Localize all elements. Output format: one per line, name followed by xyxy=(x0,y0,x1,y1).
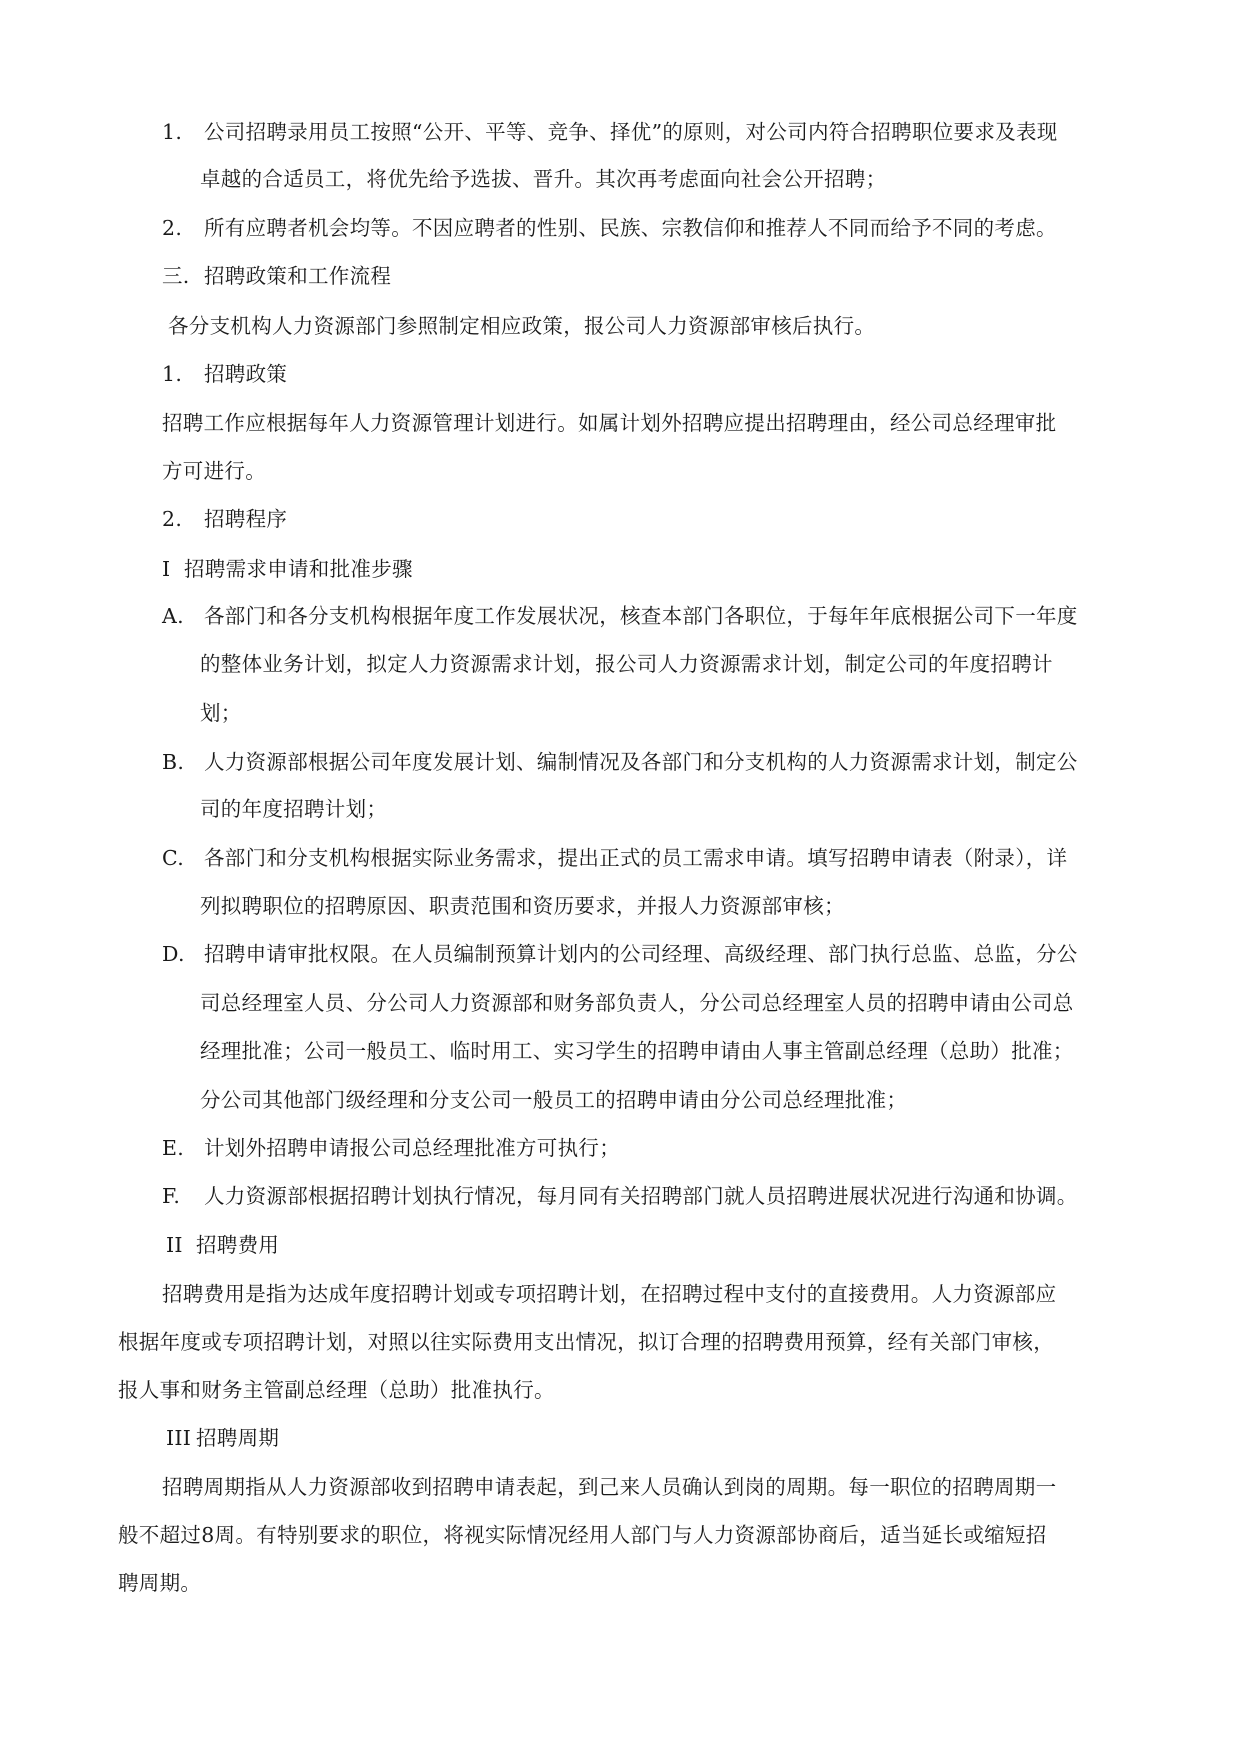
paragraph-line xyxy=(200,699,242,727)
paragraph-text: 人力资源部根据公司年度发展计划、编制情况及各部门和分支机构的人力资源需求计划，制定公 xyxy=(204,750,1078,774)
heading-text: 招聘政策 xyxy=(204,362,288,386)
paragraph-text: 各部门和分支机构根据实际业务需求，提出正式的员工需求申请。填写招聘申请表（附录），详 xyxy=(204,846,1068,870)
paragraph-line xyxy=(162,1473,1056,1501)
paragraph-line xyxy=(200,795,387,823)
list-marker: 1. xyxy=(162,120,183,144)
paragraph-text: 各部门和各分支机构根据年度工作发展状况，核查本部门各职位，于每年年底根据公司下一年度 xyxy=(204,604,1078,628)
list-item xyxy=(162,602,1078,630)
roman-numeral: II xyxy=(166,1233,183,1257)
list-marker: A. xyxy=(162,604,184,628)
paragraph-text: 经理批准；公司一般员工、临时用工、实习学生的招聘申请由人事主管副总经理（总助）批准； xyxy=(200,1039,1074,1063)
paragraph-text: 招聘申请审批权限。在人员编制预算计划内的公司经理、高级经理、部门执行总监、总监，分公 xyxy=(204,942,1078,966)
paragraph-line xyxy=(200,892,845,920)
subsection-heading xyxy=(162,555,413,583)
paragraph-text: 列拟聘职位的招聘原因、职责范围和资历要求，并报人力资源部审核； xyxy=(200,894,845,918)
paragraph-line xyxy=(200,165,886,193)
paragraph-line xyxy=(162,1280,1056,1308)
paragraph-text: 所有应聘者机会均等。不因应聘者的性别、民族、宗教信仰和推荐人不同而给予不同的考虑。 xyxy=(204,216,1057,240)
paragraph-text: 招聘周期指从人力资源部收到招聘申请表起，到己来人员确认到岗的周期。每一职位的招聘周期一 xyxy=(162,1475,1057,1499)
paragraph-line xyxy=(200,989,1074,1017)
heading-text: 招聘程序 xyxy=(204,507,288,531)
subsection-heading xyxy=(162,505,287,533)
paragraph-line xyxy=(118,1376,555,1404)
heading-text: 招聘政策和工作流程 xyxy=(204,264,392,288)
list-marker: 1. xyxy=(162,362,183,386)
list-item xyxy=(162,1182,1078,1210)
paragraph-text: 根据年度或专项招聘计划，对照以往实际费用支出情况，拟订合理的招聘费用预算，经有关部门审核， xyxy=(118,1330,1054,1354)
heading-text: 招聘需求申请和批准步骤 xyxy=(184,557,413,581)
paragraph-text: 公司招聘录用员工按照“公开、平等、竞争、择优”的原则，对公司内符合招聘职位要求及表现 xyxy=(204,120,1058,144)
list-item xyxy=(162,214,1057,242)
paragraph-line xyxy=(200,1086,907,1114)
list-marker: F. xyxy=(162,1184,181,1208)
paragraph-text: 人力资源部根据招聘计划执行情况，每月同有关招聘部门就人员招聘进展状况进行沟通和协调。 xyxy=(204,1184,1078,1208)
roman-numeral: I xyxy=(162,557,171,581)
paragraph-line xyxy=(200,1037,1074,1065)
heading-text: 招聘费用 xyxy=(196,1233,280,1257)
paragraph-text: 方可进行。 xyxy=(162,459,266,483)
list-marker: 2. xyxy=(162,507,183,531)
subsection-heading xyxy=(166,1424,279,1452)
paragraph-text: 各分支机构人力资源部门参照制定相应政策，报公司人力资源部审核后执行。 xyxy=(168,314,876,338)
list-item xyxy=(162,1134,620,1162)
list-marker: C. xyxy=(162,846,185,870)
list-item xyxy=(162,748,1078,776)
paragraph-text: 报人事和财务主管副总经理（总助）批准执行。 xyxy=(118,1378,555,1402)
paragraph-text: 招聘工作应根据每年人力资源管理计划进行。如属计划外招聘应提出招聘理由，经公司总经理审批 xyxy=(162,411,1057,435)
section-heading xyxy=(162,262,391,290)
paragraph-text: 计划外招聘申请报公司总经理批准方可执行； xyxy=(204,1136,620,1160)
paragraph-text: 招聘费用是指为达成年度招聘计划或专项招聘计划，在招聘过程中支付的直接费用。人力资源部应 xyxy=(162,1282,1057,1306)
list-marker: E. xyxy=(162,1136,185,1160)
list-item xyxy=(162,940,1078,968)
paragraph-line xyxy=(168,312,875,340)
paragraph-line xyxy=(118,1569,201,1597)
section-number: 三. xyxy=(162,264,190,288)
list-marker: 2. xyxy=(162,216,183,240)
paragraph-text: 司总经理室人员、分公司人力资源部和财务部负责人，分公司总经理室人员的招聘申请由公司总 xyxy=(200,991,1074,1015)
list-marker: D. xyxy=(162,942,185,966)
list-marker: B. xyxy=(162,750,185,774)
paragraph-text: 卓越的合适员工，将优先给予选拔、晋升。其次再考虑面向社会公开招聘； xyxy=(200,167,887,191)
subsection-heading xyxy=(162,360,287,388)
paragraph-text: 聘周期。 xyxy=(118,1571,202,1595)
paragraph-line xyxy=(200,650,1053,678)
paragraph-line xyxy=(162,409,1056,437)
paragraph-text: 分公司其他部门级经理和分支公司一般员工的招聘申请由分公司总经理批准； xyxy=(200,1088,908,1112)
paragraph-text: 的整体业务计划，拟定人力资源需求计划，报公司人力资源需求计划，制定公司的年度招聘计 xyxy=(200,652,1053,676)
paragraph-text: 司的年度招聘计划； xyxy=(200,797,388,821)
paragraph-line xyxy=(118,1328,1054,1356)
paragraph-line xyxy=(118,1521,1047,1549)
subsection-heading xyxy=(166,1231,279,1259)
heading-text: 招聘周期 xyxy=(196,1426,280,1450)
roman-numeral: III xyxy=(166,1426,192,1450)
paragraph-text: 划； xyxy=(200,701,242,725)
list-item xyxy=(162,844,1067,872)
list-item xyxy=(162,118,1058,146)
paragraph-text: 般不超过8周。有特别要求的职位，将视实际情况经用人部门与人力资源部协商后，适当延长或缩短招 xyxy=(118,1523,1047,1547)
paragraph-line xyxy=(162,457,266,485)
